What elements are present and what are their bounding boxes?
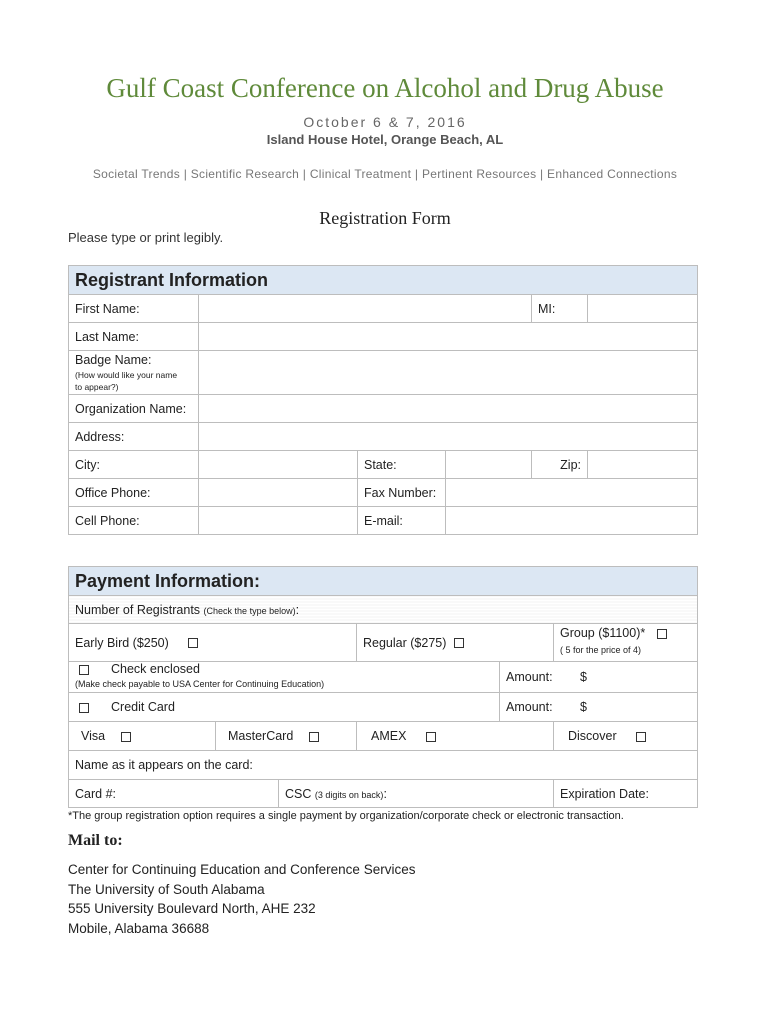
csc-label: CSC xyxy=(285,786,312,801)
mi-field[interactable] xyxy=(588,295,698,323)
visa-label: Visa xyxy=(81,729,106,743)
num-registrants-label: Number of Registrants xyxy=(75,602,201,617)
amex-option[interactable] xyxy=(357,722,554,751)
office-phone-field[interactable] xyxy=(199,479,358,507)
credit-card-label: Credit Card xyxy=(111,700,175,714)
badge-name-hint-1: (How would like your name xyxy=(75,370,178,380)
early-bird-checkbox[interactable] xyxy=(188,638,198,648)
address-line: The University of South Alabama xyxy=(68,881,265,897)
mail-to-heading: Mail to: xyxy=(68,832,123,849)
email-label: E-mail: xyxy=(358,507,446,535)
mastercard-label: MasterCard xyxy=(228,729,294,743)
check-amount-cell[interactable] xyxy=(500,662,698,693)
name-on-card-field[interactable] xyxy=(69,751,698,780)
first-name-field[interactable] xyxy=(199,295,532,323)
address-field[interactable] xyxy=(199,423,698,451)
conference-venue: Island House Hotel, Orange Beach, AL xyxy=(266,132,504,147)
address-line: Mobile, Alabama 36688 xyxy=(68,920,210,936)
credit-card-cell xyxy=(69,693,500,722)
discover-checkbox[interactable] xyxy=(636,732,646,742)
first-name-label: First Name: xyxy=(69,295,199,323)
badge-name-label: Badge Name: xyxy=(75,353,152,367)
city-label: City: xyxy=(69,451,199,479)
visa-option[interactable] xyxy=(69,722,216,751)
csc-colon: : xyxy=(383,786,387,801)
conference-dates: October 6 & 7, 2016 xyxy=(303,114,467,130)
discover-option[interactable] xyxy=(554,722,698,751)
discover-label: Discover xyxy=(568,729,617,743)
card-amount-label: Amount: xyxy=(506,700,553,714)
credit-card-checkbox[interactable] xyxy=(79,703,89,713)
address-line: 555 University Boulevard North, AHE 232 xyxy=(68,901,316,916)
registrant-table xyxy=(68,265,698,535)
name-on-card-label: Name as it appears on the card: xyxy=(75,758,253,772)
check-amount-label: Amount: xyxy=(506,670,553,684)
num-registrants-cell xyxy=(69,596,698,624)
card-amount-cell[interactable] xyxy=(500,693,698,722)
group-option[interactable] xyxy=(554,624,698,662)
mi-label: MI: xyxy=(532,295,588,323)
payment-heading: Payment Information: xyxy=(69,567,698,596)
form-title: Registration Form xyxy=(319,208,451,228)
num-registrants-colon: : xyxy=(295,602,300,617)
fax-label: Fax Number: xyxy=(358,479,446,507)
form-instructions: Please type or print legibly. xyxy=(68,230,224,245)
regular-option[interactable] xyxy=(357,624,554,662)
badge-name-hint-2: to appear?) xyxy=(75,382,119,392)
card-number-label: Card #: xyxy=(75,786,116,801)
last-name-label: Last Name: xyxy=(69,323,199,351)
cell-phone-label: Cell Phone: xyxy=(69,507,199,535)
payment-table xyxy=(68,566,698,808)
check-enclosed-checkbox[interactable] xyxy=(79,665,89,675)
mastercard-checkbox[interactable] xyxy=(309,732,319,742)
check-enclosed-cell xyxy=(69,662,500,693)
zip-label: Zip: xyxy=(532,451,588,479)
group-registration-note: *The group registration option requires a single payment by organization/corporate check or electronic transaction. xyxy=(68,810,624,822)
badge-name-field[interactable] xyxy=(199,351,698,395)
early-bird-option[interactable] xyxy=(69,624,357,662)
expiration-label: Expiration Date: xyxy=(560,786,649,801)
regular-label: Regular ($275) xyxy=(363,635,447,650)
zip-field[interactable] xyxy=(588,451,698,479)
office-phone-label: Office Phone: xyxy=(69,479,199,507)
card-number-field[interactable] xyxy=(69,780,279,808)
last-name-field[interactable] xyxy=(199,323,698,351)
expiration-field[interactable] xyxy=(554,780,698,808)
csc-field[interactable] xyxy=(279,780,554,808)
fax-field[interactable] xyxy=(446,479,698,507)
cell-phone-field[interactable] xyxy=(199,507,358,535)
organization-label: Organization Name: xyxy=(69,395,199,423)
num-registrants-hint: (Check the type below) xyxy=(203,605,296,616)
early-bird-label: Early Bird ($250) xyxy=(75,635,169,650)
regular-checkbox[interactable] xyxy=(454,638,464,648)
state-label: State: xyxy=(358,451,446,479)
address-line: Center for Continuing Education and Conference Services xyxy=(68,862,416,877)
amex-label: AMEX xyxy=(371,729,407,743)
mastercard-option[interactable] xyxy=(216,722,357,751)
conference-title: Gulf Coast Conference on Alcohol and Drug Abuse xyxy=(106,73,664,103)
mailing-address xyxy=(68,860,415,938)
email-field[interactable] xyxy=(446,507,698,535)
card-dollar-sign: $ xyxy=(580,700,587,714)
visa-checkbox[interactable] xyxy=(121,732,131,742)
group-checkbox[interactable] xyxy=(657,629,667,639)
check-dollar-sign: $ xyxy=(580,670,587,684)
csc-hint: (3 digits on back) xyxy=(314,789,384,800)
check-enclosed-label: Check enclosed xyxy=(111,662,200,676)
address-label: Address: xyxy=(69,423,199,451)
group-hint: ( 5 for the price of 4) xyxy=(560,645,642,655)
organization-field[interactable] xyxy=(199,395,698,423)
group-label: Group ($1100)* xyxy=(560,626,646,640)
city-field[interactable] xyxy=(199,451,358,479)
conference-tagline: Societal Trends | Scientific Research | Clinical Treatment | Pertinent Resources | Enhanced Connections xyxy=(92,167,678,181)
state-field[interactable] xyxy=(446,451,532,479)
registrant-heading: Registrant Information xyxy=(69,266,698,295)
badge-name-label-cell xyxy=(69,351,199,395)
check-payable-hint: (Make check payable to USA Center for Continuing Education) xyxy=(75,679,325,689)
amex-checkbox[interactable] xyxy=(426,732,436,742)
